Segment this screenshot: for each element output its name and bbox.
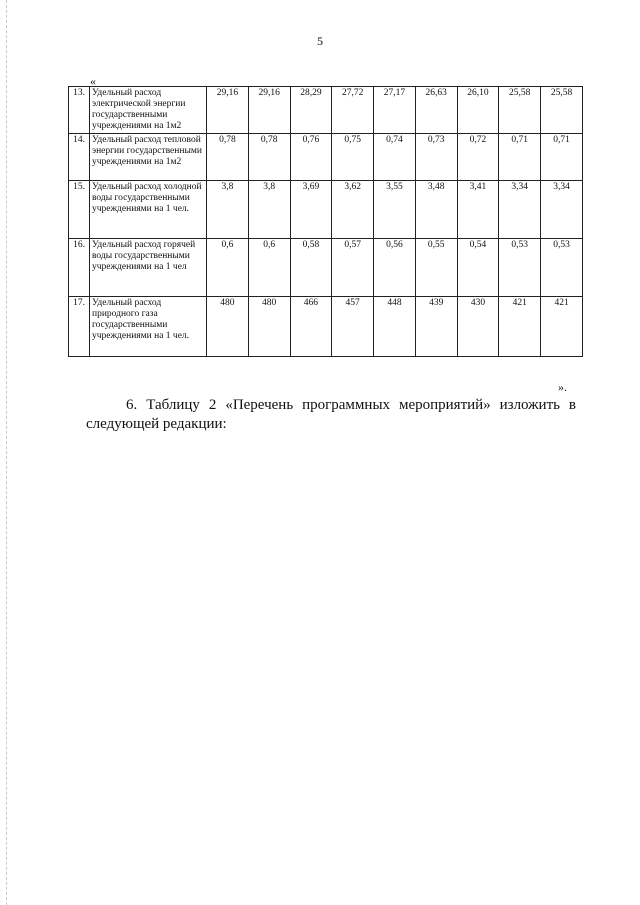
table-row xyxy=(69,87,583,134)
value-cell: 0,56 xyxy=(374,239,416,297)
value-cell: 430 xyxy=(457,297,499,357)
paragraph-line-2: следующей редакции: xyxy=(86,416,227,432)
value-cell: 0,73 xyxy=(415,134,457,181)
value-cell: 439 xyxy=(415,297,457,357)
opening-quote: « xyxy=(90,74,96,88)
value-cell: 0,76 xyxy=(290,134,332,181)
table-row xyxy=(69,181,583,239)
value-cell: 28,29 xyxy=(290,87,332,134)
value-cell: 0,53 xyxy=(541,239,583,297)
value-cell: 0,58 xyxy=(290,239,332,297)
value-cell: 0,78 xyxy=(248,134,290,181)
value-cell: 29,16 xyxy=(248,87,290,134)
row-number: 15. xyxy=(69,181,90,239)
row-number: 13. xyxy=(69,87,90,134)
page-number: 5 xyxy=(317,34,323,48)
value-cell: 3,34 xyxy=(541,181,583,239)
value-cell: 27,17 xyxy=(374,87,416,134)
value-cell: 0,53 xyxy=(499,239,541,297)
value-cell: 0,71 xyxy=(499,134,541,181)
indicator-name: Удельный расход природного газа государственными учреждениями на 1 чел. xyxy=(90,297,207,357)
value-cell: 3,69 xyxy=(290,181,332,239)
value-cell: 480 xyxy=(207,297,249,357)
indicators-table xyxy=(68,86,583,357)
value-cell: 457 xyxy=(332,297,374,357)
body-paragraph xyxy=(86,396,576,434)
value-cell: 3,55 xyxy=(374,181,416,239)
value-cell: 0,6 xyxy=(207,239,249,297)
value-cell: 3,34 xyxy=(499,181,541,239)
value-cell: 0,74 xyxy=(374,134,416,181)
value-cell: 3,62 xyxy=(332,181,374,239)
row-number: 16. xyxy=(69,239,90,297)
indicator-name: Удельный расход тепловой энергии государственными учреждениями на 1м2 xyxy=(90,134,207,181)
closing-quote: ». xyxy=(558,380,567,394)
value-cell: 26,10 xyxy=(457,87,499,134)
value-cell: 0,78 xyxy=(207,134,249,181)
table-row xyxy=(69,297,583,357)
paragraph-line-1: 6. Таблицу 2 «Перечень программных мероприятий» изложить в xyxy=(126,397,576,413)
value-cell: 3,8 xyxy=(207,181,249,239)
value-cell: 448 xyxy=(374,297,416,357)
value-cell: 421 xyxy=(499,297,541,357)
row-number: 14. xyxy=(69,134,90,181)
value-cell: 0,72 xyxy=(457,134,499,181)
table-row xyxy=(69,134,583,181)
value-cell: 25,58 xyxy=(499,87,541,134)
table-row xyxy=(69,239,583,297)
value-cell: 0,57 xyxy=(332,239,374,297)
value-cell: 421 xyxy=(541,297,583,357)
value-cell: 0,75 xyxy=(332,134,374,181)
row-number: 17. xyxy=(69,297,90,357)
value-cell: 0,55 xyxy=(415,239,457,297)
indicator-name: Удельный расход электрической энергии государственными учреждениями на 1м2 xyxy=(90,87,207,134)
value-cell: 3,41 xyxy=(457,181,499,239)
value-cell: 3,8 xyxy=(248,181,290,239)
value-cell: 466 xyxy=(290,297,332,357)
value-cell: 0,6 xyxy=(248,239,290,297)
value-cell: 480 xyxy=(248,297,290,357)
value-cell: 3,48 xyxy=(415,181,457,239)
value-cell: 0,54 xyxy=(457,239,499,297)
value-cell: 29,16 xyxy=(207,87,249,134)
value-cell: 27,72 xyxy=(332,87,374,134)
value-cell: 26,63 xyxy=(415,87,457,134)
value-cell: 0,71 xyxy=(541,134,583,181)
value-cell: 25,58 xyxy=(541,87,583,134)
scan-edge xyxy=(6,0,7,905)
indicator-name: Удельный расход горячей воды государственными учреждениями на 1 чел xyxy=(90,239,207,297)
indicator-name: Удельный расход холодной воды государственными учреждениями на 1 чел. xyxy=(90,181,207,239)
